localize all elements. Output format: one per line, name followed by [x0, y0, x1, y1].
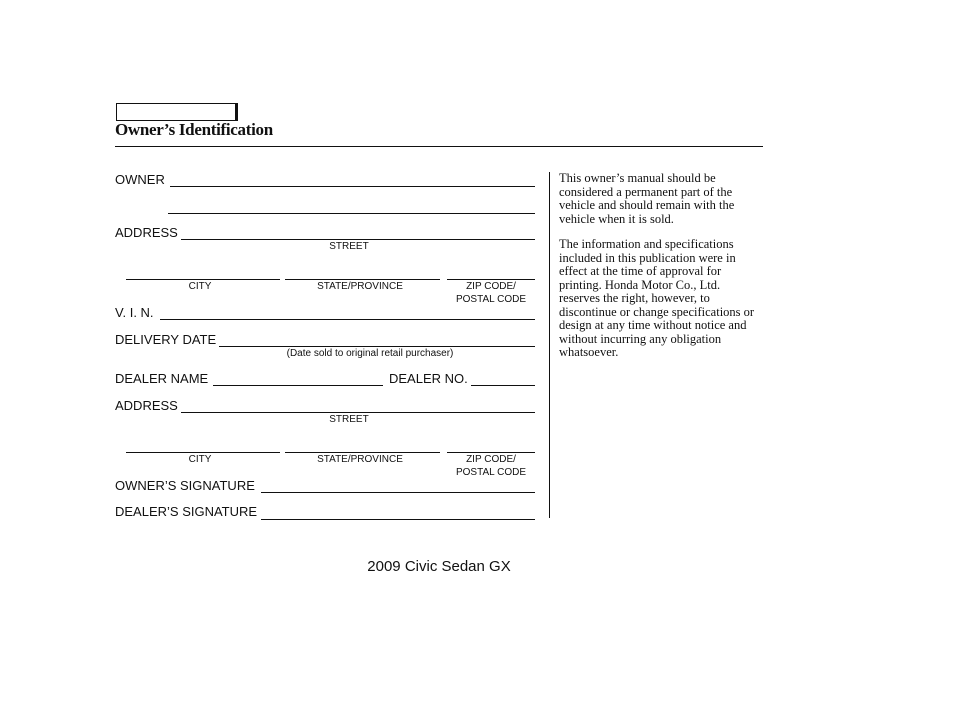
header-tab-box — [116, 103, 238, 121]
dealer-name-label: DEALER NAME — [115, 371, 209, 386]
column-divider — [549, 172, 550, 518]
dealer-street-caption: STREET — [329, 414, 369, 425]
delivery-date-label: DELIVERY DATE — [115, 332, 217, 347]
delivery-date-caption: (Date sold to original retail purchaser) — [286, 348, 454, 359]
dealer-state-caption: STATE/PROVINCE — [317, 454, 403, 465]
sidebar-paragraph-1: This owner’s manual should be considered a permanent part of the vehicle and should remain with the vehicle when it is sold. — [559, 171, 735, 226]
zip-caption-line2: POSTAL CODE — [455, 294, 526, 305]
header-rule — [115, 146, 763, 147]
page-title: Owner’s Identification — [115, 120, 273, 139]
vin-line[interactable] — [160, 319, 535, 320]
footer — [0, 558, 954, 575]
dealer-signature-line[interactable] — [261, 519, 535, 520]
owner-label: OWNER — [115, 172, 165, 187]
sidebar-paragraph-2: The information and specifications included in this publication were in effect at the time of approval for printing. Honda Motor Co., Ltd. reserves the right, however, to discontinue or change specifications or design at any time without notice and without incurring any obligation whatsoever. — [559, 237, 755, 359]
owner-signature-label: OWNER’S SIGNATURE — [115, 478, 255, 493]
dealer-signature-label: DEALER’S SIGNATURE — [115, 504, 258, 519]
dealer-no-label: DEALER NO. — [389, 371, 468, 386]
dealer-name-line[interactable] — [213, 385, 383, 386]
dealer-zip-caption-line2: POSTAL CODE — [455, 467, 526, 478]
street-caption: STREET — [329, 241, 369, 252]
owner-line[interactable] — [170, 186, 535, 187]
dealer-address-label: ADDRESS — [115, 398, 178, 413]
footer-model: 2009 Civic Sedan GX — [367, 558, 511, 575]
state-caption: STATE/PROVINCE — [317, 281, 403, 292]
dealer-zip-caption-line1: ZIP CODE/ — [466, 454, 516, 465]
owner-signature-line[interactable] — [261, 492, 535, 493]
zip-caption-line1: ZIP CODE/ — [466, 281, 516, 292]
dealer-city-caption: CITY — [188, 454, 212, 465]
owner-line-2[interactable] — [168, 213, 535, 214]
vin-label: V. I. N. — [115, 305, 154, 320]
address-label: ADDRESS — [115, 225, 178, 240]
dealer-no-line[interactable] — [471, 385, 535, 386]
city-caption: CITY — [188, 281, 212, 292]
